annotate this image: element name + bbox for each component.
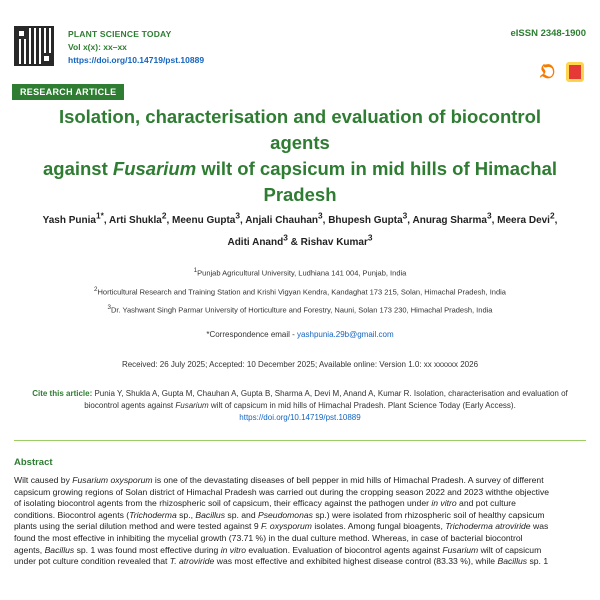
abstract-line: found the most effective in inhibiting the mycelial growth (73.71 %) in the dual culture method. Whereas, in case of bacterial biocontrol <box>14 532 523 543</box>
section-divider <box>14 440 586 441</box>
article-dates: Received: 26 July 2025; Accepted: 10 December 2025; Available online: Version 1.0: xx xxxxxx 2026 <box>121 360 479 369</box>
abstract-line: Wilt caused by Fusarium oxysporum is one of the devastating diseases of bell pepper in mid hills of Himachal Pradesh. A survey of different <box>14 475 544 485</box>
abstract-line: of isolating biocontrol agents from the rhizospheric soil of capsicum, their efficacy against the pathogen under in vitro and pot culture <box>14 498 516 509</box>
author: Yash Punia$^{1*}$, <box>42 211 110 227</box>
abstract-line: under pot culture condition revealed that T. atroviride was most effective and exhibited highest disease control (83.33 %), while Bacillus sp. 1 <box>14 556 549 567</box>
citation-doi-link[interactable]: https://doi.org/10.14719/pst.10889 <box>239 413 361 422</box>
correspondence-label: *Correspondence email - <box>206 330 298 339</box>
citation-label: Cite this article: <box>32 389 93 398</box>
section-label: RESEARCH ARTICLE <box>12 84 124 100</box>
affiliation: $^3$Dr. Yashwant Singh Parmar University of Horticulture and Forestry, Nauni, Solan 173 230, Himachal Pradesh, India <box>107 304 493 315</box>
abstract-line: conditions. Biocontrol agents (Trichoderma sp., Bacillus sp. and Pseudomonas sp.) were isolated from rhizospheric soil of healthy capsicum <box>14 509 545 520</box>
article-title <box>30 104 570 208</box>
abstract-line: agents, Bacillus sp. 1 was found most effective during in vitro evaluation. Evaluation of biocontrol agents against Fusarium wilt of capsicum <box>14 544 542 555</box>
title-line-1: Isolation, characterisation and evaluation of biocontrol agents <box>58 106 542 153</box>
journal-volume: Vol x(x): xx–xx <box>68 42 127 52</box>
author: Meenu Gupta$^3$, <box>172 211 246 227</box>
abstract-line: capsicum growing regions of Solan district of Himachal Pradesh was carried out during the cropping season 2022 and 2023 withthe objective <box>14 486 550 497</box>
journal-info <box>68 28 204 67</box>
affiliation: $^1$Punjab Agricultural University, Ludhiana 141 004, Punjab, India <box>193 267 407 278</box>
eissn: eISSN 2348-1900 <box>510 28 586 39</box>
author: Aditi Anand$^3$ & <box>227 232 301 248</box>
citation-line-2: biocontrol agents against Fusarium wilt of capsicum in mid hills of Himachal Pradesh. Plant Science Today (Early Access). <box>84 401 516 410</box>
author: Meera Devi$^2$, <box>497 211 558 227</box>
open-access-icon: 𝔒 <box>540 61 555 83</box>
correspondence <box>40 330 560 339</box>
title-line-2: against Fusarium wilt of capsicum in mid hills of Himachal <box>42 158 558 179</box>
author: Rishav Kumar$^3$ <box>300 232 373 248</box>
author: Arti Shukla$^2$, <box>109 211 173 227</box>
citation <box>20 388 580 424</box>
qr-code-icon <box>14 26 54 66</box>
crossmark-icon[interactable] <box>566 62 584 82</box>
author: Anurag Sharma$^3$, <box>412 211 498 227</box>
author-list <box>40 208 560 251</box>
abstract-heading: Abstract <box>14 457 53 468</box>
title-line-3: Pradesh <box>263 184 337 205</box>
correspondence-email-link[interactable]: yashpunia.29b@gmail.com <box>297 330 394 339</box>
author-line-2 <box>40 229 560 250</box>
author: Anjali Chauhan$^3$, <box>245 211 329 227</box>
journal-doi-link[interactable]: https://doi.org/10.14719/pst.10889 <box>68 55 205 65</box>
abstract-body <box>14 475 586 568</box>
citation-line-1: Cite this article: Punia Y, Shukla A, Gupta M, Chauhan A, Gupta B, Sharma A, Devi M, Anand A, Kumar R. Isolation, characterisation and evaluation of <box>32 389 568 398</box>
affiliations <box>40 263 560 319</box>
abstract-line: plants using the serial dilution method and were tested against 9 F. oxysporum isolates. Among fungal bioagents, Trichoderma atroviride was <box>14 521 549 532</box>
journal-name: PLANT SCIENCE TODAY <box>68 29 172 39</box>
affiliation: $^2$Horticultural Research and Training Station and Krishi Vigyan Kendra, Kandaghat 173 215, Solan, Himachal Pradesh, India <box>94 285 506 296</box>
author-line-1 <box>40 208 560 229</box>
author: Bhupesh Gupta$^3$, <box>328 211 413 227</box>
